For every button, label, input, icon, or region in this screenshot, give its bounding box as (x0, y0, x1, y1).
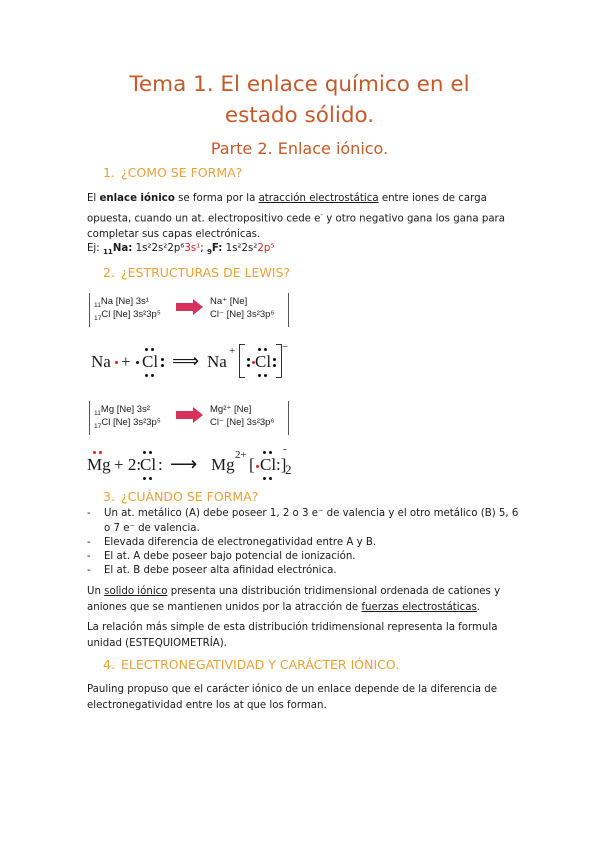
electron-dot (269, 451, 272, 454)
bullet-text: Un at. metálico (A) debe poseer 1, 2 o 3 e⁻ de valencia y el otro metálico (B) 5, 6 o 7 e⁻ de valencia. (104, 508, 519, 534)
text-run: y otro negativo gana los gana para completar sus capas electrónicas. (87, 213, 505, 241)
red-arrow-icon (176, 406, 204, 424)
electron-dot (258, 348, 261, 351)
underlined-term: atracción electrostática (258, 193, 379, 204)
valence-highlight: 2p⁵ (257, 243, 275, 254)
electron-dot (256, 465, 259, 468)
plus-coefficient: + 2: (114, 455, 142, 474)
box-left-bar (89, 293, 90, 327)
bullet-dash: - (87, 508, 91, 519)
bullet-text: El at. A debe poseer bajo potencial de ionización. (104, 551, 356, 562)
bracket-right: :] (276, 455, 287, 474)
electron-dot (263, 451, 266, 454)
ion-charge: 2+ (235, 449, 247, 461)
element-symbol: F: (211, 243, 223, 254)
separator: ; (200, 243, 207, 254)
pauling-paragraph: Pauling propuso que el carácter iónico de un enlace depende de la diferencia de electronegatividad entre los at que los forman. (87, 684, 498, 711)
electron-dot (149, 477, 152, 480)
bullet-dash: - (87, 537, 91, 548)
config-text: Na [Ne] 3s¹ (100, 296, 149, 307)
atomic-number: 17 (94, 314, 102, 322)
electron-dot (145, 348, 148, 351)
electron-dot (161, 358, 164, 361)
electron-dot (93, 451, 96, 454)
bold-term: enlace iónico (99, 193, 175, 204)
ion-line: Mg²⁺ [Ne] (210, 404, 252, 415)
section-heading-2 (103, 265, 290, 280)
electron-dot (143, 477, 146, 480)
page-subtitle: Parte 2. Enlace iónico. (210, 139, 389, 158)
intro-paragraph (87, 191, 517, 243)
config-text: Mg [Ne] 3s² (100, 404, 151, 415)
electron-configuration: 1s²2s² (222, 243, 258, 254)
section-label: ELECTRONEGATIVIDAD Y CARÁCTER IÓNICO. (121, 657, 400, 672)
electron-dot (269, 477, 272, 480)
electron-pair: : (158, 455, 163, 474)
electron-dot (145, 374, 148, 377)
bracket-left: [ (249, 455, 255, 474)
atomic-number: 17 (94, 422, 102, 430)
section-number: 2. (103, 265, 115, 280)
config-line (94, 417, 161, 433)
text-run: Un (87, 586, 105, 597)
box-right-bar (288, 401, 289, 435)
electron-dot (149, 451, 152, 454)
section-heading-1 (103, 165, 242, 180)
electron-dot (247, 358, 250, 361)
relation-paragraph: La relación más simple de esta distribución tridimensional representa la formula unidad (ESTEQUIOMETRÍA). (87, 622, 498, 649)
bracket-left (239, 344, 245, 378)
box-left-bar (89, 401, 90, 435)
section-label: ¿COMO SE FORMA? (121, 165, 243, 180)
electron-dot (143, 451, 146, 454)
text-run: se forma por la (174, 193, 259, 204)
config-line (94, 309, 161, 325)
element-symbol: Na: (112, 243, 133, 254)
double-arrow-icon: ⟹ (172, 351, 200, 372)
ion-charge: + (229, 345, 236, 357)
ion-charge: - (283, 443, 287, 455)
text-run: El (87, 193, 100, 204)
electron-dot (247, 364, 250, 367)
section-number: 4. (103, 657, 115, 672)
electron-dot (136, 361, 139, 364)
electron-dot (258, 374, 261, 377)
electron-dot (264, 374, 267, 377)
arrow-icon: ⟶ (170, 454, 198, 475)
solid-paragraph (87, 584, 517, 616)
bullet-text: El at. B debe poseer alta afinidad electrónica. (104, 565, 337, 576)
element-symbol: Cl (140, 455, 157, 474)
section-number: 3. (103, 489, 115, 504)
section-heading-3 (103, 489, 258, 504)
element-symbol: Cl (255, 352, 272, 371)
plus-sign: + (121, 352, 131, 371)
text-run: . (476, 602, 481, 613)
page-title-line2: estado sólido. (224, 103, 375, 128)
bullet-dash: - (87, 565, 91, 576)
underlined-term: solido iónico (104, 586, 168, 597)
element-symbol: Cl (142, 352, 159, 371)
electron-dot (115, 361, 118, 364)
ion-line: Na⁺ [Ne] (210, 296, 248, 307)
section-label: ¿CUÁNDO SE FORMA? (121, 489, 259, 504)
list-item (87, 550, 527, 564)
text-run: presenta una distribución tridimensional ordenada de cationes y aniones que se mantienen unidos por la atracción de (87, 586, 501, 613)
box-right-bar (288, 293, 289, 327)
text-run: entre iones de carga opuesta, cuando un at. electropositivo cede e (87, 193, 487, 225)
element-symbol: Mg (87, 455, 111, 474)
element-symbol: Na (91, 352, 111, 371)
electron-dot (99, 451, 102, 454)
ion-charge: − (282, 341, 289, 353)
section-number: 1. (103, 165, 115, 180)
element-symbol: Mg (211, 455, 235, 474)
superscript: - (320, 210, 324, 219)
atomic-number: 11 (94, 409, 101, 417)
subscript-count: 2 (285, 462, 292, 477)
electron-dot (151, 348, 154, 351)
underlined-term: fuerzas electrostáticas (361, 602, 477, 613)
bullet-dash: - (87, 551, 91, 562)
element-symbol: Na (207, 352, 227, 371)
config-text: Cl [Ne] 3s²3p⁵ (101, 309, 161, 320)
list-item (87, 536, 527, 550)
atomic-number: 11 (94, 301, 101, 309)
section-label: ¿ESTRUCTURAS DE LEWIS? (121, 265, 291, 280)
config-text: Cl [Ne] 3s²3p⁵ (101, 417, 161, 428)
bullet-text: Elevada diferencia de electronegatividad entre A y B. (104, 537, 377, 548)
electron-dot (263, 477, 266, 480)
list-item (87, 507, 527, 536)
list-item (87, 564, 527, 578)
electron-configuration: 1s²2s²2p⁶ (132, 243, 185, 254)
ion-line: Cl⁻ [Ne] 3s²3p⁶ (210, 417, 275, 428)
example-line (87, 241, 517, 260)
atomic-number: 9 (206, 247, 212, 257)
electron-dot (264, 348, 267, 351)
red-arrow-icon (176, 298, 204, 316)
section-heading-4 (103, 657, 399, 672)
electron-dot (161, 364, 164, 367)
ion-line: Cl⁻ [Ne] 3s²3p⁶ (210, 309, 275, 320)
electron-dot (151, 374, 154, 377)
element-symbol: Cl (260, 455, 277, 474)
atomic-number: 11 (102, 247, 113, 257)
valence-highlight: 3s¹ (184, 243, 201, 254)
page-title-line1: Tema 1. El enlace químico en el (129, 72, 470, 97)
example-prefix: Ej: (87, 243, 103, 254)
